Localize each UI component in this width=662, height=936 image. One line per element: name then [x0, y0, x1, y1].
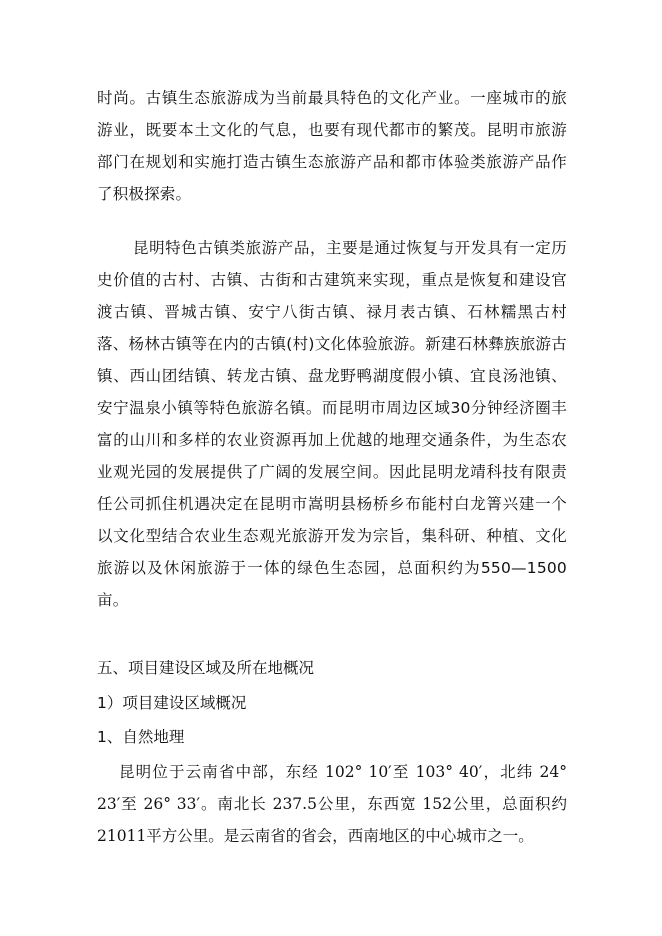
- section-heading: 五、项目建设区域及所在地概况: [97, 659, 315, 677]
- paragraph-geography: 昆明位于云南省中部，东经 102° 10′至 103° 40′，北纬 24° 23′至 26° 33′。南北长 237.5公里，东西宽 152公里，总面积约 21011平方公里。是云南省的省会，西南地区的中心城市之一。: [97, 763, 567, 845]
- subsubsection-heading: 1、自然地理: [97, 728, 185, 746]
- paragraph-ancient-towns: 昆明特色古镇类旅游产品，主要是通过恢复与开发具有一定历史价值的古村、古镇、古街和古建筑来实现，重点是恢复和建设官渡古镇、晋城古镇、安宁八街古镇、禄月表古镇、石林糯黑古村落、杨林古镇等在内的古镇(村)文化体验旅游。新建石林彝族旅游古镇、西山团结镇、转龙古镇、盘龙野鸭湖度假小镇、宜良汤池镇、安宁温泉小镇等特色旅游名镇。而昆明市周边区域30分钟经济圈丰富的山川和多样的农业资源再加上优越的地理交通条件，为生态农业观光园的发展提供了广阔的发展空间。因此昆明龙靖科技有限责任公司抓住机遇决定在昆明市嵩明县杨桥乡布能村白龙箐兴建一个以文化型结合农业生态观光旅游开发为宗旨，集科研、种植、文化旅游以及休闲旅游于一体的绿色生态园，总面积约为550—1500亩。: [97, 239, 567, 609]
- subsection-heading: 1）项目建设区域概况: [97, 694, 247, 712]
- paragraph-tourism-trend: 时尚。古镇生态旅游成为当前最具特色的文化产业。一座城市的旅游业，既要本土文化的气息，也要有现代都市的繁茂。昆明市旅游部门在规划和实施打造古镇生态旅游产品和都市体验类旅游产品作了积极探索。: [97, 89, 567, 203]
